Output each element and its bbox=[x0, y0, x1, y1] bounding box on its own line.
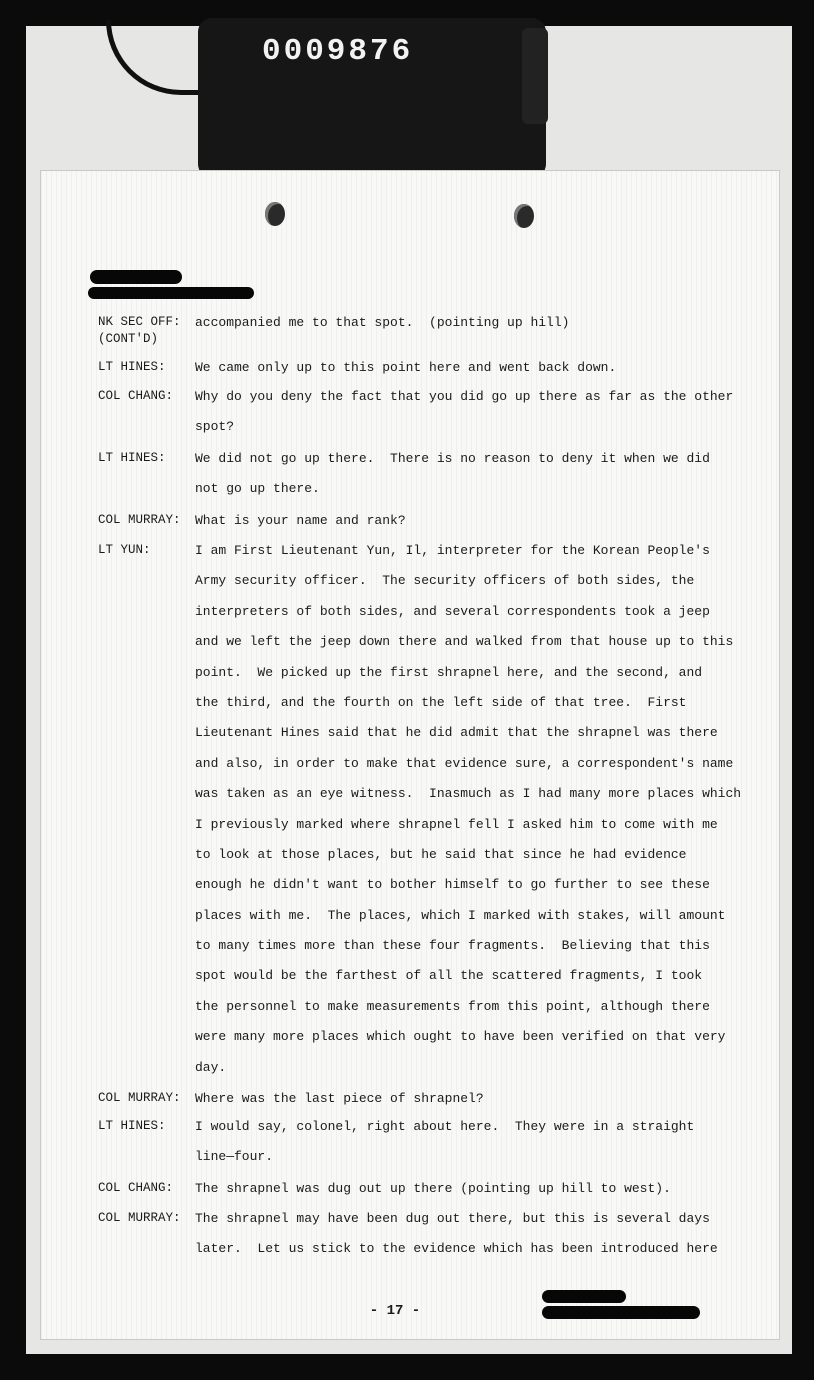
speech-line: was taken as an eye witness. Inasmuch as I had many more places which bbox=[195, 786, 742, 802]
speech-line: Army security officer. The security officers of both sides, the bbox=[195, 573, 695, 589]
speaker-label: COL MURRAY: bbox=[98, 1091, 181, 1105]
speaker-label: LT HINES: bbox=[98, 360, 166, 374]
speech-line: not go up there. bbox=[195, 481, 320, 497]
speech-line: We came only up to this point here and went back down. bbox=[195, 360, 617, 375]
frame-counter-digits: 0009876 bbox=[262, 34, 414, 69]
speaker-label: COL CHANG: bbox=[98, 389, 174, 403]
speaker-label: COL MURRAY: bbox=[98, 513, 181, 527]
speaker-label: COL CHANG: bbox=[98, 1181, 174, 1195]
punch-hole-left bbox=[265, 202, 285, 226]
speech-line: were many more places which ought to have been verified on that very bbox=[195, 1029, 726, 1045]
speech-line: later. Let us stick to the evidence which has been introduced here bbox=[195, 1241, 718, 1257]
speech-line: What is your name and rank? bbox=[195, 513, 406, 528]
speech-line: spot would be the farthest of all the scattered fragments, I took bbox=[195, 968, 703, 984]
redaction-mark bbox=[88, 287, 254, 299]
speech-line: enough he didn't want to bother himself to go further to see these bbox=[195, 877, 710, 893]
speech-line: I am First Lieutenant Yun, Il, interpreter for the Korean People's bbox=[195, 543, 710, 558]
speech-line: to many times more than these four fragments. Believing that this bbox=[195, 938, 710, 954]
redaction-mark bbox=[90, 270, 182, 284]
speech-line: Where was the last piece of shrapnel? bbox=[195, 1091, 484, 1106]
speech-line: to look at those places, but he said that since he had evidence bbox=[195, 846, 687, 862]
speech-line: interpreters of both sides, and several correspondents took a jeep bbox=[195, 603, 710, 619]
speaker-label: LT YUN: bbox=[98, 543, 151, 557]
speaker-label: COL MURRAY: bbox=[98, 1211, 181, 1225]
speech-text bbox=[195, 1090, 735, 1120]
speech-text bbox=[195, 388, 735, 449]
speaker-label: LT HINES: bbox=[98, 1119, 166, 1133]
speech-line: day. bbox=[195, 1059, 227, 1075]
page-number: - 17 - bbox=[369, 1303, 421, 1319]
speech-line: I would say, colonel, right about here. They were in a straight bbox=[195, 1119, 695, 1134]
speaker-label: LT HINES: bbox=[98, 451, 166, 465]
speech-line: point. We picked up the first shrapnel here, and the second, and bbox=[195, 664, 703, 680]
speech-line: Lieutenant Hines said that he did admit that the shrapnel was there bbox=[195, 725, 718, 741]
speech-text bbox=[195, 450, 735, 511]
speech-line: and we left the jeep down there and walked from that house up to this bbox=[195, 634, 734, 650]
speech-line: The shrapnel was dug out up there (pointing up hill to west). bbox=[195, 1181, 671, 1196]
speech-line: I previously marked where shrapnel fell I asked him to come with me bbox=[195, 816, 718, 832]
speech-text bbox=[195, 1210, 735, 1271]
speech-line: and also, in order to make that evidence sure, a correspondent's name bbox=[195, 755, 734, 771]
speech-text bbox=[195, 542, 742, 1089]
speech-line: The shrapnel may have been dug out there, but this is several days bbox=[195, 1211, 710, 1226]
speech-text bbox=[195, 314, 735, 344]
speech-line: Why do you deny the fact that you did go up there as far as the other bbox=[195, 389, 734, 404]
speech-line: spot? bbox=[195, 419, 235, 435]
speech-line: the third, and the fourth on the left side of that tree. First bbox=[195, 694, 687, 710]
speech-line: the personnel to make measurements from this point, although there bbox=[195, 998, 710, 1014]
redaction-mark bbox=[542, 1306, 700, 1319]
speech-text bbox=[195, 1118, 735, 1179]
speech-text bbox=[195, 359, 735, 389]
redaction-mark bbox=[542, 1290, 626, 1303]
speech-line: We did not go up there. There is no reason to deny it when we did bbox=[195, 451, 710, 466]
speech-line: accompanied me to that spot. (pointing up hill) bbox=[195, 315, 570, 330]
speech-text bbox=[195, 512, 735, 542]
punch-hole-right bbox=[514, 204, 534, 228]
speech-text bbox=[195, 1180, 735, 1210]
counter-knob bbox=[522, 28, 548, 124]
speaker-label: NK SEC OFF: (CONT'D) bbox=[98, 315, 181, 346]
speech-line: places with me. The places, which I marked with stakes, will amount bbox=[195, 907, 726, 923]
speech-line: line—four. bbox=[195, 1149, 274, 1165]
